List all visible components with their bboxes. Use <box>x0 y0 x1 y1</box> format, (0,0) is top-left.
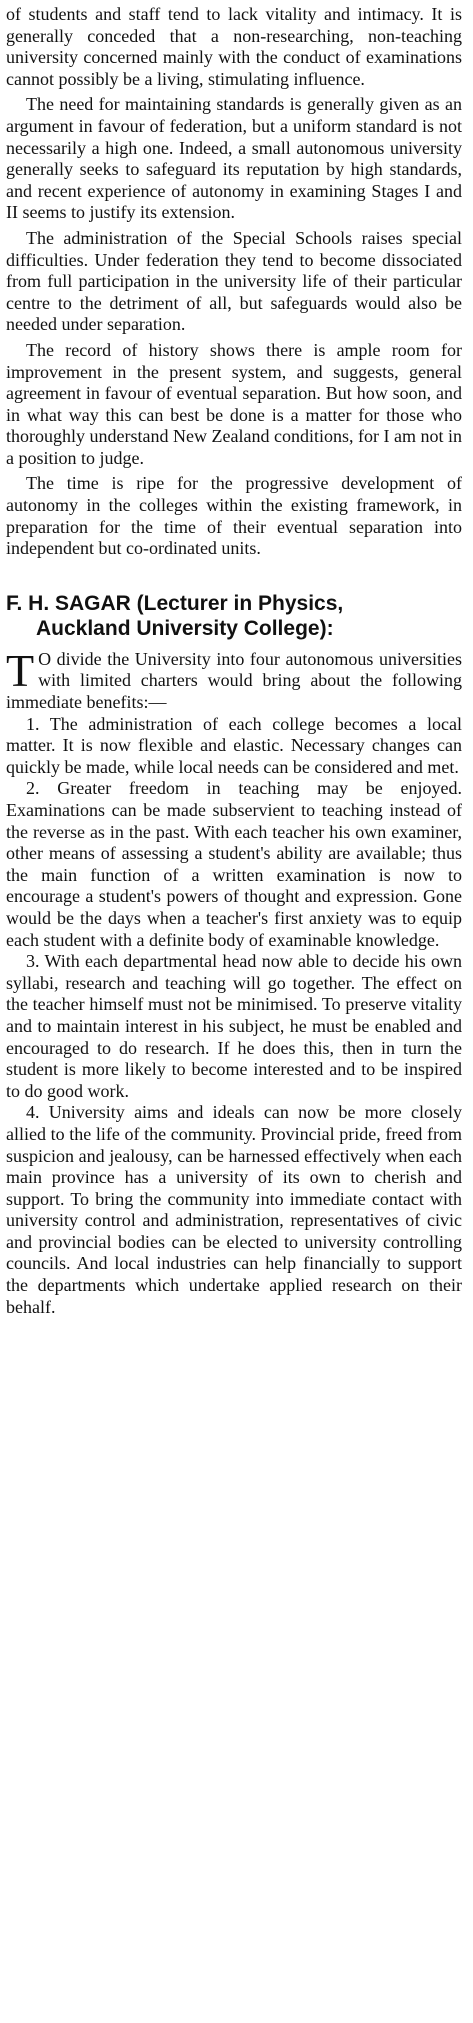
contributor-heading <box>6 591 462 641</box>
intro-text: O divide the University into four autonomous universities with limited charters would bring about the following immediate benefits:— <box>6 648 462 713</box>
article-column <box>6 4 462 1318</box>
point-2: 2. Greater freedom in teaching may be enjoyed. Examinations can be made subservient to teaching instead of the reverse as in the past. With each teacher his own examiner, other means of assessing a student's ability are available; thus the main function of a written examination is now to encourage a student's powers of thought and expression. Gone would be the days when a teacher's first anxiety was to equip each student with a definite body of examinable knowledge. <box>6 778 462 950</box>
point-4: 4. University aims and ideals can now be more closely allied to the life of the community. Provincial pride, freed from suspicion and jealousy, can be harnessed effectively when each main province has a university of its own to cherish and support. To bring the community into immediate contact with university control and administration, representatives of civic and provincial bodies can be elected to university controlling councils. And local industries can help financially to support the departments which undertake applied research on their behalf. <box>6 1102 462 1317</box>
heading-line-1: F. H. SAGAR (Lecturer in Physics, <box>6 591 344 615</box>
point-1: 1. The administration of each college becomes a local matter. It is now flexible and elastic. Necessary changes can quickly be made, while local needs can be considered and met. <box>6 713 462 777</box>
paragraph-time-ripe: The time is ripe for the progressive development of autonomy in the colleges within the existing framework, in preparation for the time of their eventual separation into independent but co-ordinated units. <box>6 473 462 559</box>
drop-cap: T <box>6 644 35 696</box>
paragraph-special-schools: The administration of the Special Schools raises special difficulties. Under federation they tend to become dissociated from full participation in the university life of their particular centre to the detriment of all, but safeguards would also be needed under separation. <box>6 227 462 335</box>
paragraph-continued: of students and staff tend to lack vitality and intimacy. It is generally conceded that a non-researching, non-teaching university concerned mainly with the conduct of examinations cannot possibly be a living, stimulating influence. <box>6 4 462 89</box>
paragraph-history: The record of history shows there is ample room for improvement in the present system, and suggests, general agreement in favour of eventual separation. But how soon, and in what way this can best be done is a matter for those who thoroughly understand New Zealand conditions, for I am not in a position to judge. <box>6 339 462 468</box>
point-3: 3. With each departmental head now able to decide his own syllabi, research and teaching will go together. The effect on the teacher himself must not be minimised. To preserve vitality and to maintain interest in his subject, he must be enabled and encouraged to do research. If he does this, then in turn the student is more likely to become interested and to be inspired to do good work. <box>6 951 462 1101</box>
paragraph-standards: The need for maintaining standards is generally given as an argument in favour of federation, but a uniform standard is not necessarily a high one. Indeed, a small autonomous university generally seeks to safeguard its reputation by high standards, and recent experience of autonomy in examining Stages I and II seems to justify its extension. <box>6 94 462 223</box>
heading-line-2: Auckland University College): <box>36 616 334 640</box>
intro-paragraph <box>6 644 462 714</box>
